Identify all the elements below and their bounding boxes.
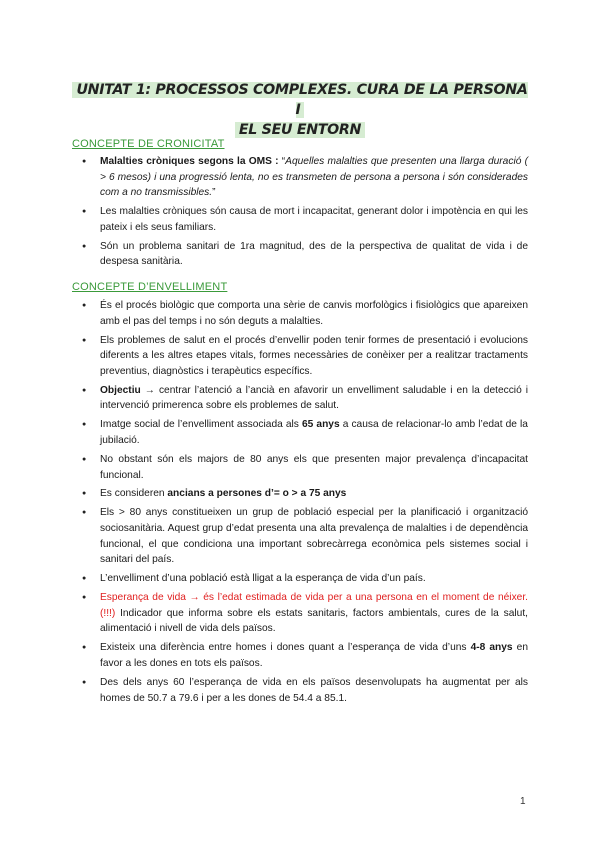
list-item: ● L’envelliment d’una població està lligat a la esperança de vida d’un país. [0,571,528,587]
title-line-1: UNITAT 1: PROCESSOS COMPLEXES. CURA DE LA PERSONA I [72,82,527,118]
list-item: ● No obstant són els majors de 80 anys els que presenten major prevalença d’incapacitat funcional. [0,452,528,483]
list-item: ● Malalties cròniques segons la OMS : “Aquelles malalties que presenten una llarga duració ( > 6 mesos) i una progressió lenta, no es transmeten de persona a persona i són considerades com a no transmissibles.” [0,154,528,201]
list-item: ● Des dels anys 60 l’esperança de vida en els països desenvolupats ha augmentat per als homes de 50.7 a 79.6 i per a les dones de 54.4 a 85.1. [0,675,528,706]
section-heading-cronicitat: CONCEPTE DE CRONICITAT [72,138,225,150]
list-item: ● Els > 80 anys constitueixen un grup de població especial per la planificació i organització sociosanitària. Aquest grup d’edat presenta una alta prevalença de malalties i de dependència funcional, el que condiciona una important sobrecàrrega econòmica pels sistemes social i sanitari del país. [0,505,528,567]
section-heading-envelliment: CONCEPTE D’ENVELLIMENT [72,281,228,293]
list-item: ● Les malalties cròniques són causa de mort i incapacitat, generant dolor i impotència en qui les pateix i els seus familiars. [0,204,528,235]
list-item: ● Esperança de vida → és l’edat estimada de vida per a una persona en el moment de néixer. (!!!) Indicador que informa sobre els estats sanitaris, factors ambientals, cures de la salut, alimentació i nivell de vida dels països. [0,590,528,637]
list-item: ● És el procés biològic que comporta una sèrie de canvis morfològics i fisiològics que apareixen amb el pas del temps i no són deguts a malalties. [0,298,528,329]
title-line-2: EL SEU ENTORN [235,122,365,138]
list-envelliment [0,298,600,710]
list-item: ● Es consideren ancians a persones d’= o > a 75 anys [0,486,528,502]
list-item: ● Els problemes de salut en el procés d’envellir poden tenir formes de presentació i evolucions diferents a les altres etapes vitals, formes necessàries de conèixer per a realitzar tractaments preventius, diagnòstics i terapèutics específics. [0,333,528,380]
list-item: ● Imatge social de l’envelliment associada als 65 anys a causa de relacionar-lo amb l’edat de la jubilació. [0,417,528,448]
page-title [70,80,530,140]
list-cronicitat [0,154,600,273]
page-number: 1 [520,796,526,807]
list-item: ● Existeix una diferència entre homes i dones quant a l’esperança de vida d’uns 4-8 anys en favor a les dones en tots els països. [0,640,528,671]
list-item: ● Objectiu → centrar l’atenció a l’ancià en afavorir un envelliment saludable i en la detecció i intervenció primerenca sobre els problemes de salut. [0,383,528,414]
list-item: ● Són un problema sanitari de 1ra magnitud, des de la perspectiva de qualitat de vida i de despesa sanitària. [0,239,528,270]
